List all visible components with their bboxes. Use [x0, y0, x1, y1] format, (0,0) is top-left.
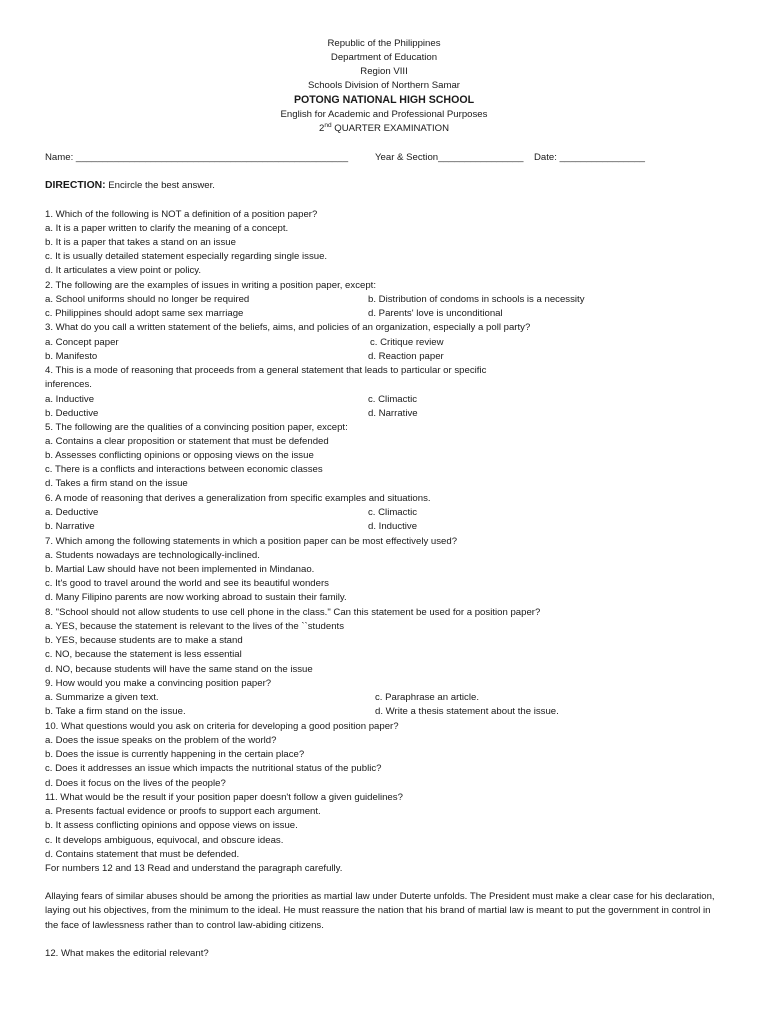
q6-option-c: c. Climactic	[368, 507, 418, 518]
q9-option-b: b. Take a firm stand on the issue.	[45, 706, 186, 717]
q8-option-c: c. NO, because the statement is less essential	[45, 649, 242, 660]
year-section-field: Year & Section________________	[375, 152, 524, 163]
q2-option-b: b. Distribution of condoms in schools is a necessity	[368, 294, 585, 305]
q9-option-c: c. Paraphrase an article.	[375, 692, 479, 703]
q11-option-d: d. Contains statement that must be defended.	[45, 849, 240, 860]
name-field: Name: ___________________________________________________	[45, 152, 349, 163]
q4-option-c: c. Climactic	[368, 394, 418, 405]
q5-option-d: d. Takes a firm stand on the issue	[45, 478, 188, 489]
question-10: 10. What questions would you ask on criteria for developing a good position paper?	[45, 721, 399, 732]
q1-option-c: c. It is usually detailed statement especially regarding single issue.	[45, 251, 328, 262]
question-9: 9. How would you make a convincing position paper?	[45, 678, 272, 689]
q2-option-c: c. Philippines should adopt same sex marriage	[45, 308, 244, 319]
q1-option-b: b. It is a paper that takes a stand on an issue	[45, 237, 236, 248]
q10-option-d: d. Does it focus on the lives of the people?	[45, 778, 226, 789]
question-3: 3. What do you call a written statement of the beliefs, aims, and policies of an organization, especially a poll party?	[45, 322, 531, 333]
q10-option-a: a. Does the issue speaks on the problem of the world?	[45, 735, 277, 746]
editorial-passage: Allaying fears of similar abuses should be among the priorities as martial law under Duterte unfolds. The President must make a clear case for his declaration, laying out his objectives, from the minimum to the ideal. He must reassure the nation that his brand of martial law is meant to put the government in control in the face of lawlessness rather than to control law-abiding citizens.	[45, 891, 715, 931]
exam-title-text: QUARTER EXAMINATION	[331, 123, 450, 134]
q6-option-b: b. Narrative	[45, 521, 95, 532]
reading-instruction: For numbers 12 and 13 Read and understand the paragraph carefully.	[45, 863, 343, 874]
q10-option-b: b. Does the issue is currently happening in the certain place?	[45, 749, 305, 760]
question-4: 4. This is a mode of reasoning that proceeds from a general statement that leads to particular or specific	[45, 365, 487, 376]
q4-option-d: d. Narrative	[368, 408, 418, 419]
question-7: 7. Which among the following statements in which a position paper can be most effectively used?	[45, 536, 458, 547]
q7-option-a: a. Students nowadays are technologically-inclined.	[45, 550, 260, 561]
exam-title	[0, 122, 768, 136]
q4-option-a: a. Inductive	[45, 394, 95, 405]
q4-option-b: b. Deductive	[45, 408, 99, 419]
q2-option-d: d. Parents' love is unconditional	[368, 308, 503, 319]
q1-option-d: d. It articulates a view point or policy.	[45, 265, 202, 276]
q1-option-a: a. It is a paper written to clarify the meaning of a concept.	[45, 223, 289, 234]
q6-option-d: d. Inductive	[368, 521, 418, 532]
q9-option-a: a. Summarize a given text.	[45, 692, 159, 703]
exam-ordinal-suffix: nd	[324, 121, 332, 129]
q6-option-a: a. Deductive	[45, 507, 99, 518]
q11-option-c: c. It develops ambiguous, equivocal, and obscure ideas.	[45, 835, 284, 846]
q7-option-c: c. It's good to travel around the world and see its beautiful wonders	[45, 578, 329, 589]
direction-text: Encircle the best answer.	[105, 180, 215, 191]
q5-option-a: a. Contains a clear proposition or statement that must be defended	[45, 436, 329, 447]
question-8: 8. "School should not allow students to use cell phone in the class." Can this statement be used for a position paper?	[45, 607, 541, 618]
q10-option-c: c. Does it addresses an issue which impacts the nutritional status of the public?	[45, 763, 382, 774]
question-5: 5. The following are the qualities of a convincing position paper, except:	[45, 422, 348, 433]
q3-option-a: a. Concept paper	[45, 337, 119, 348]
q9-option-d: d. Write a thesis statement about the issue.	[375, 706, 559, 717]
q8-option-a: a. YES, because the statement is relevant to the lives of the ``students	[45, 621, 344, 632]
q7-option-b: b. Martial Law should have not been implemented in Mindanao.	[45, 564, 315, 575]
q11-option-b: b. It assess conflicting opinions and oppose views on issue.	[45, 820, 298, 831]
q8-option-b: b. YES, because students are to make a stand	[45, 635, 243, 646]
q8-option-d: d. NO, because students will have the same stand on the issue	[45, 664, 313, 675]
header-region: Region VIII	[360, 66, 408, 77]
q3-option-b: b. Manifesto	[45, 351, 98, 362]
q7-option-d: d. Many Filipino parents are now working abroad to sustain their family.	[45, 592, 347, 603]
question-12: 12. What makes the editorial relevant?	[45, 948, 209, 959]
q2-option-a: a. School uniforms should no longer be required	[45, 294, 250, 305]
q3-option-d: d. Reaction paper	[368, 351, 444, 362]
question-11: 11. What would be the result if your position paper doesn't follow a given guidelines?	[45, 792, 403, 803]
header-country: Republic of the Philippines	[327, 38, 441, 49]
question-4-continued: inferences.	[45, 379, 92, 390]
q3-option-c: c. Critique review	[370, 337, 444, 348]
q5-option-b: b. Assesses conflicting opinions or opposing views on the issue	[45, 450, 314, 461]
subject-title: English for Academic and Professional Purposes	[280, 109, 488, 120]
header-division: Schools Division of Northern Samar	[308, 80, 460, 91]
direction-label: DIRECTION:	[45, 180, 106, 191]
q5-option-c: c. There is a conflicts and interactions between economic classes	[45, 464, 323, 475]
question-1: 1. Which of the following is NOT a definition of a position paper?	[45, 209, 318, 220]
q11-option-a: a. Presents factual evidence or proofs to support each argument.	[45, 806, 321, 817]
question-6: 6. A mode of reasoning that derives a generalization from specific examples and situations.	[45, 493, 431, 504]
school-name: POTONG NATIONAL HIGH SCHOOL	[293, 94, 475, 106]
question-2: 2. The following are the examples of issues in writing a position paper, except:	[45, 280, 376, 291]
date-field: Date: ________________	[534, 152, 645, 163]
exam-ordinal: 2	[318, 123, 325, 134]
direction	[45, 179, 215, 193]
header-department: Department of Education	[330, 52, 438, 63]
